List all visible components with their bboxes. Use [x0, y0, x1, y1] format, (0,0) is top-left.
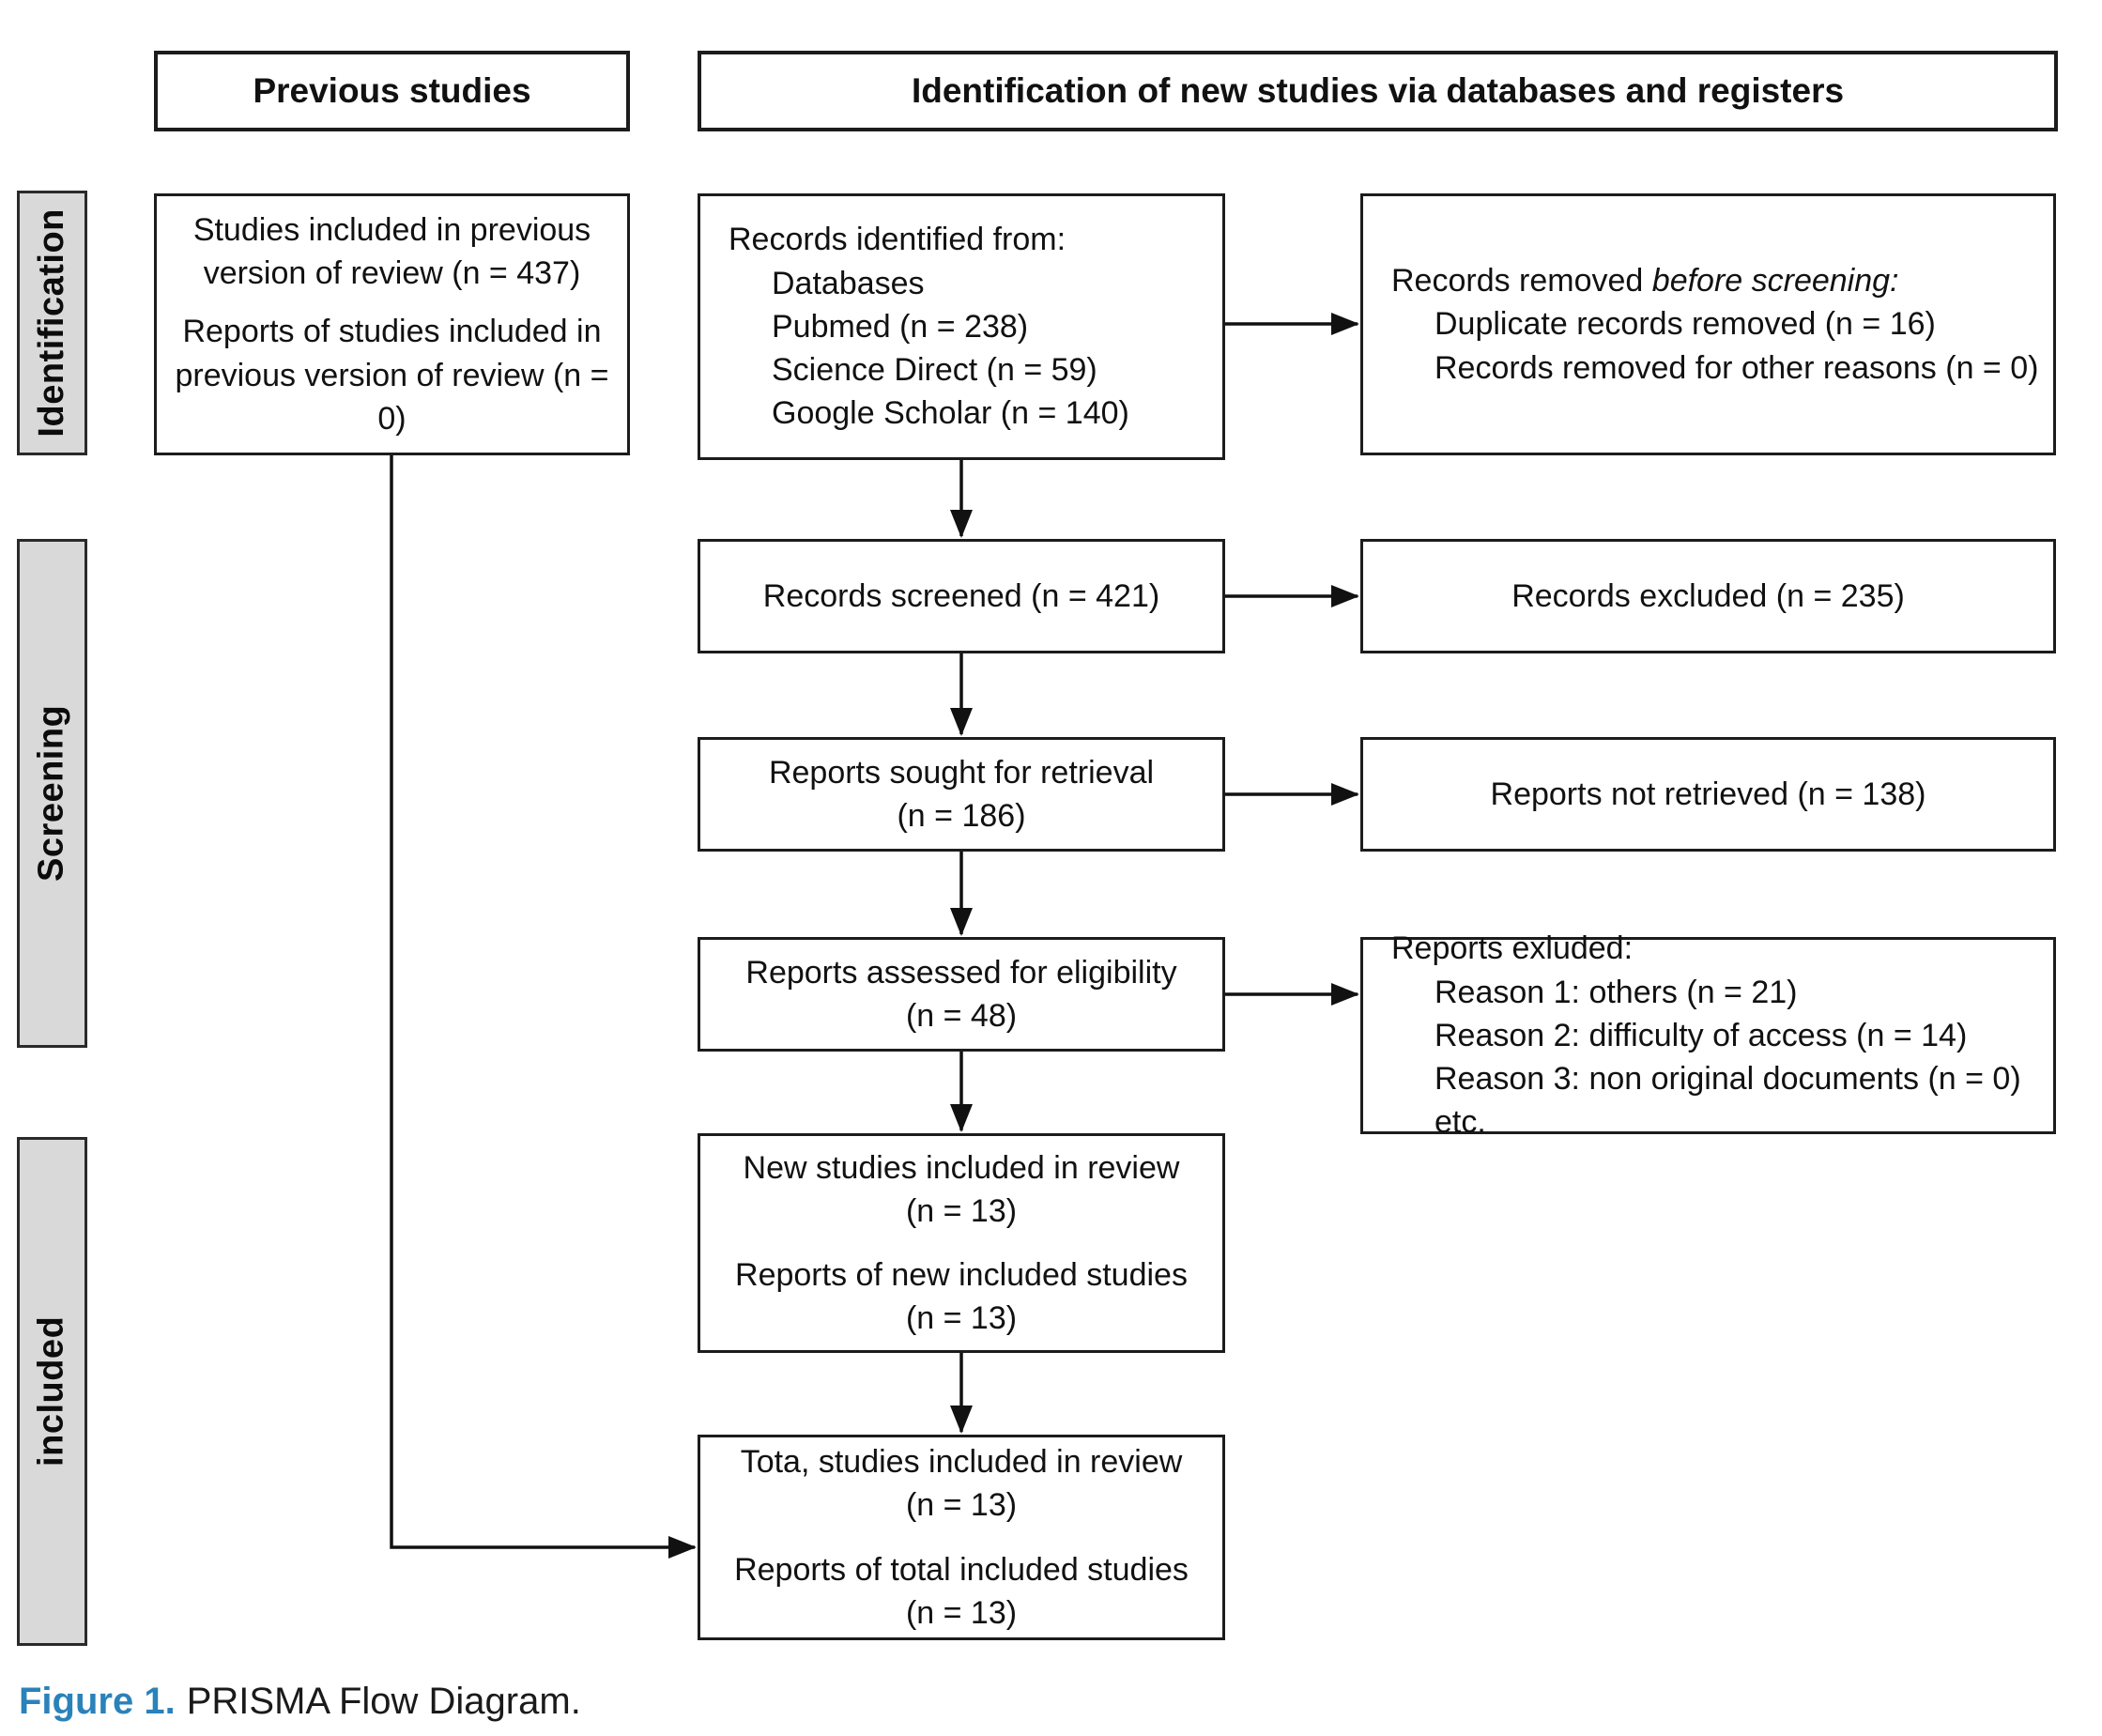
reports-assessed-line2: (n = 48) [905, 998, 1018, 1034]
box-records-screened [698, 539, 1225, 653]
records-removed-title-italic: before screening: [1651, 263, 1899, 300]
total-studies-line3: Reports of total included studies [734, 1551, 1189, 1588]
sidebar-identification [17, 191, 87, 455]
sidebar-included [17, 1137, 87, 1646]
records-identified-item: Science Direct (n = 59) [772, 352, 1097, 389]
reports-sought-line1: Reports sought for retrieval [768, 754, 1155, 791]
records-identified-item: Google Scholar (n = 140) [772, 395, 1129, 432]
previous-studies-text-2: Reports of studies included in previous version of review (n = 0) [175, 314, 609, 437]
records-excluded-text: Records excluded (n = 235) [1511, 577, 1905, 614]
reports-sought-line2: (n = 186) [897, 798, 1026, 834]
box-total-studies [698, 1435, 1225, 1640]
reports-excluded-item: Reason 1: others (n = 21) [1435, 974, 1798, 1010]
reports-excluded-title: Reports exluded: [1391, 930, 1634, 967]
header-previous-studies [154, 51, 630, 131]
box-records-removed [1360, 193, 2056, 455]
figure-caption-text: PRISMA Flow Diagram. [186, 1681, 581, 1722]
sidebar-included-label: included [31, 1315, 71, 1467]
previous-studies-text-1: Studies included in previous version of review (n = 437) [192, 211, 591, 292]
header-previous-studies-label: Previous studies [253, 70, 531, 110]
box-new-studies [698, 1133, 1225, 1353]
new-studies-line3: Reports of new included studies [735, 1257, 1188, 1293]
reports-not-retrieved-text: Reports not retrieved (n = 138) [1490, 776, 1926, 812]
sidebar-screening-label: Screening [31, 704, 71, 883]
reports-excluded-item: Reason 3: non original documents (n = 0) etc. [1435, 1061, 2021, 1141]
records-removed-title [1391, 259, 1899, 302]
new-studies-line4: (n = 13) [905, 1300, 1018, 1337]
box-reports-sought [698, 737, 1225, 852]
reports-excluded-item: Reason 2: difficulty of access (n = 14) [1435, 1017, 1968, 1053]
figure-caption [19, 1681, 581, 1723]
reports-assessed-line1: Reports assessed for eligibility [745, 954, 1177, 991]
records-removed-title-regular: Records removed [1391, 263, 1652, 300]
box-records-excluded [1360, 539, 2056, 653]
records-identified-title: Records identified from: [729, 222, 1066, 258]
total-studies-line1: Tota, studies included in review [740, 1444, 1183, 1481]
sidebar-identification-label: Identification [31, 208, 71, 438]
records-identified-item: Databases [772, 265, 925, 301]
header-new-studies [698, 51, 2058, 131]
records-removed-item: Duplicate records removed (n = 16) [1435, 306, 1936, 343]
sidebar-screening [17, 539, 87, 1048]
connector-previous-to-total [391, 455, 695, 1547]
records-identified-item: Pubmed (n = 238) [772, 308, 1029, 345]
box-previous-studies [154, 193, 630, 455]
new-studies-line2: (n = 13) [905, 1192, 1018, 1229]
box-reports-excluded [1360, 930, 2056, 1141]
box-records-identified [698, 193, 1225, 460]
header-new-studies-label: Identification of new studies via databases and registers [911, 70, 1845, 110]
records-removed-item: Records removed for other reasons (n = 0) [1435, 349, 2039, 386]
total-studies-line4: (n = 13) [905, 1594, 1018, 1631]
records-screened-text: Records screened (n = 421) [762, 577, 1160, 614]
box-reports-not-retrieved [1360, 737, 2056, 852]
figure-caption-label: Figure 1. [19, 1681, 176, 1722]
new-studies-line1: New studies included in review [743, 1149, 1180, 1186]
box-reports-assessed [698, 937, 1225, 1052]
total-studies-line2: (n = 13) [905, 1487, 1018, 1524]
